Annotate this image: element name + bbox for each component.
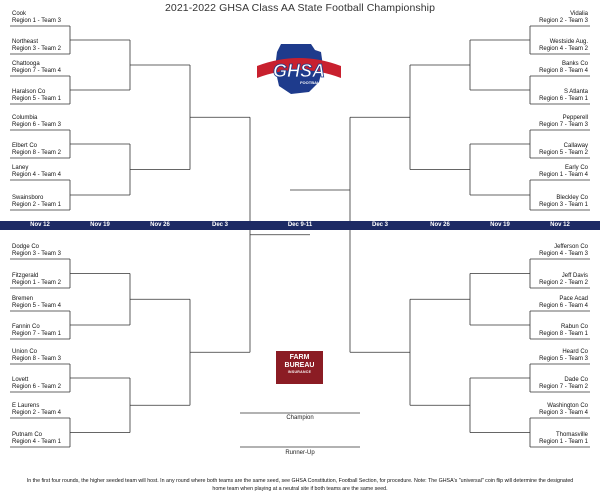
team-seed: Region 6 - Team 3 xyxy=(12,122,61,128)
team-name: Pace Acad xyxy=(559,296,588,302)
team-name: Elbert Co xyxy=(12,143,38,149)
team-name: Fannin Co xyxy=(12,324,40,330)
team-entry xyxy=(539,244,588,258)
team-seed: Region 8 - Team 4 xyxy=(539,68,588,74)
round-date: Nov 12 xyxy=(550,222,570,228)
team-name: Laney xyxy=(12,165,29,171)
team-name: Early Co xyxy=(564,165,588,171)
team-name: Swainsboro xyxy=(12,195,44,201)
team-name: Jeff Davis xyxy=(561,273,588,279)
team-seed: Region 6 - Team 1 xyxy=(539,96,588,102)
round-date: Nov 26 xyxy=(150,222,170,228)
team-name: Dodge Co xyxy=(12,244,40,250)
team-seed: Region 8 - Team 3 xyxy=(12,356,61,362)
team-entry xyxy=(539,324,588,338)
team-name: Lovett xyxy=(12,377,29,383)
team-seed: Region 5 - Team 3 xyxy=(539,356,588,362)
team-entry xyxy=(12,11,61,25)
team-seed: Region 5 - Team 2 xyxy=(539,150,588,156)
team-entry xyxy=(12,115,61,129)
team-name: Bleckley Co xyxy=(556,195,588,201)
team-name: Callaway xyxy=(563,143,588,149)
round-date: Dec 9-11 xyxy=(287,222,313,228)
team-name: S Atlanta xyxy=(563,89,588,95)
page-title: 2021-2022 GHSA Class AA State Football Championship xyxy=(164,2,436,14)
team-entry xyxy=(12,349,61,363)
team-name: Columbia xyxy=(12,115,38,121)
team-seed: Region 6 - Team 2 xyxy=(12,384,61,390)
team-entry xyxy=(539,377,588,391)
champion-label: Champion xyxy=(286,415,314,421)
team-name: Putnam Co xyxy=(12,432,43,438)
team-entry xyxy=(539,11,588,25)
team-name: Chattooga xyxy=(12,61,40,67)
team-entry xyxy=(12,39,61,53)
team-seed: Region 5 - Team 4 xyxy=(12,303,61,309)
team-entry xyxy=(539,165,588,179)
team-seed: Region 2 - Team 1 xyxy=(12,202,61,208)
team-entry xyxy=(12,244,61,258)
team-name: Bremen xyxy=(12,296,34,302)
team-name: E Laurens xyxy=(12,403,40,409)
team-name: Cook xyxy=(12,11,27,17)
team-seed: Region 7 - Team 4 xyxy=(12,68,61,74)
team-entry xyxy=(539,403,588,417)
sponsor-line2: BUREAU xyxy=(284,362,315,369)
round-date: Nov 26 xyxy=(430,222,450,228)
team-name: Pepperell xyxy=(562,115,588,121)
team-seed: Region 2 - Team 2 xyxy=(539,280,588,286)
team-entry xyxy=(12,377,61,391)
team-name: Jefferson Co xyxy=(554,244,588,250)
sponsor-line1: FARM xyxy=(289,354,310,361)
team-entry xyxy=(539,39,588,53)
team-entry xyxy=(12,273,61,287)
round-date: Nov 19 xyxy=(490,222,510,228)
team-seed: Region 3 - Team 2 xyxy=(12,46,61,52)
team-seed: Region 4 - Team 1 xyxy=(12,439,61,445)
team-seed: Region 1 - Team 2 xyxy=(12,280,61,286)
team-seed: Region 4 - Team 3 xyxy=(539,251,588,257)
team-seed: Region 8 - Team 1 xyxy=(539,331,588,337)
team-entry xyxy=(12,432,61,446)
team-seed: Region 3 - Team 1 xyxy=(539,202,588,208)
logo-subtext: FOOTBALL xyxy=(300,80,322,85)
team-seed: Region 7 - Team 1 xyxy=(12,331,61,337)
team-name: Dade Co xyxy=(564,377,588,383)
sponsor-logo xyxy=(276,351,323,384)
team-name: Heard Co xyxy=(562,349,588,355)
round-date: Dec 3 xyxy=(371,222,389,228)
team-seed: Region 2 - Team 3 xyxy=(539,18,588,24)
team-seed: Region 4 - Team 2 xyxy=(539,46,588,52)
team-name: Washington Co xyxy=(547,403,588,409)
team-name: Vidalia xyxy=(570,11,588,17)
team-name: Rabun Co xyxy=(560,324,588,330)
team-entry xyxy=(12,165,61,179)
runner-up-label: Runner-Up xyxy=(285,450,315,456)
team-entry xyxy=(539,273,588,287)
team-entry xyxy=(12,143,61,157)
team-entry xyxy=(12,61,61,75)
sponsor-line3: INSURANCE xyxy=(287,370,312,374)
team-name: Northeast xyxy=(12,39,39,45)
ghsa-logo xyxy=(251,38,347,98)
team-name: Banks Co xyxy=(561,61,588,67)
team-seed: Region 8 - Team 2 xyxy=(12,150,61,156)
footnote: In the first four rounds, the higher seeded team will host. In any round where both teams are the same seed, see GHSA Constitution, Football Section, for procedure. Note: The GHSA's "universal" coin flip will determine the designated home team when playing at a neutral site if both teams are the same seed. xyxy=(26,478,574,492)
team-seed: Region 1 - Team 4 xyxy=(539,172,588,178)
team-entry xyxy=(539,61,588,75)
team-seed: Region 1 - Team 1 xyxy=(539,439,588,445)
team-seed: Region 3 - Team 4 xyxy=(539,410,588,416)
team-seed: Region 1 - Team 3 xyxy=(12,18,61,24)
team-entry xyxy=(12,324,61,338)
team-seed: Region 7 - Team 3 xyxy=(539,122,588,128)
team-seed: Region 5 - Team 1 xyxy=(12,96,61,102)
team-name: Thomasville xyxy=(555,432,588,438)
team-entry xyxy=(539,195,588,209)
team-entry xyxy=(539,115,588,129)
team-name: Fitzgerald xyxy=(12,273,39,279)
team-entry xyxy=(12,195,61,209)
team-entry xyxy=(12,296,61,310)
team-entry xyxy=(539,296,588,310)
team-name: Haralson Co xyxy=(12,89,46,95)
logo-text: GHSA xyxy=(272,61,326,81)
team-name: Westside Aug. xyxy=(549,39,588,45)
round-date: Nov 12 xyxy=(30,222,50,228)
team-seed: Region 4 - Team 4 xyxy=(12,172,61,178)
team-entry xyxy=(539,89,588,103)
team-entry xyxy=(539,432,588,446)
team-entry xyxy=(539,349,588,363)
team-entry xyxy=(539,143,588,157)
team-entry xyxy=(12,403,61,417)
round-date: Nov 19 xyxy=(90,222,110,228)
round-date: Dec 3 xyxy=(211,222,229,228)
team-seed: Region 3 - Team 3 xyxy=(12,251,61,257)
team-seed: Region 6 - Team 4 xyxy=(539,303,588,309)
team-seed: Region 7 - Team 2 xyxy=(539,384,588,390)
team-name: Union Co xyxy=(12,349,38,355)
team-seed: Region 2 - Team 4 xyxy=(12,410,61,416)
team-entry xyxy=(12,89,61,103)
